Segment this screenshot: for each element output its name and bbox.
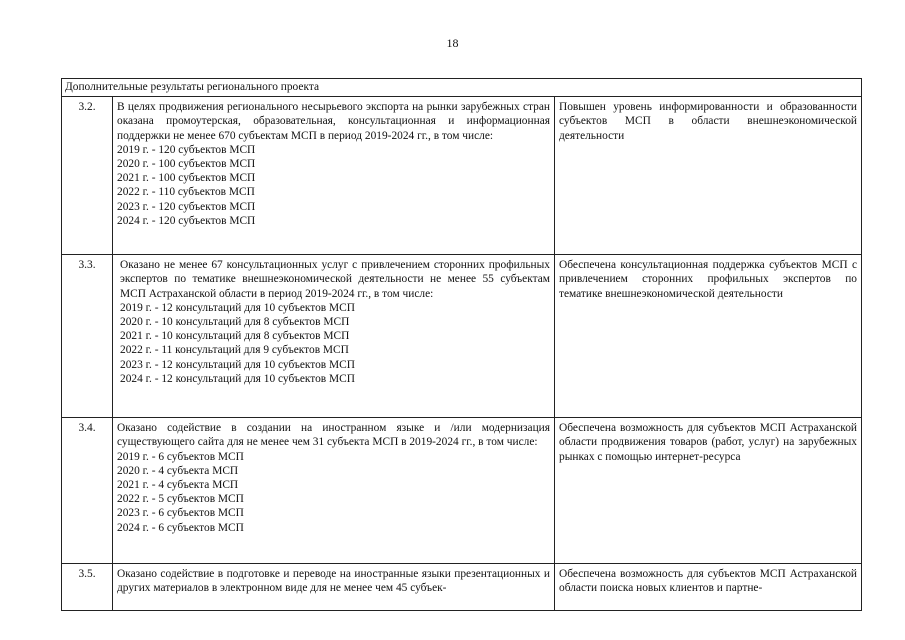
year-item: 2022 г. - 11 консультаций для 9 субъектов МСП [120, 344, 349, 357]
year-item: 2019 г. - 6 субъектов МСП [117, 450, 244, 463]
table-row [62, 564, 862, 611]
results-table [61, 78, 862, 611]
year-item: 2022 г. - 5 субъектов МСП [117, 493, 244, 506]
year-item: 2021 г. - 100 субъектов МСП [117, 172, 256, 185]
table-row [62, 255, 862, 418]
row-number: 3.5. [62, 564, 113, 611]
description-intro: В целях продвижения регионального несырьевого экспорта на рынки зарубежных стран оказана промоутерская, образовательная, консультационная и информационная поддержки не менее 670 субъектам МСП в период 2019-2024 гг., в том числе: [117, 101, 550, 142]
row-number: 3.3. [62, 255, 113, 418]
year-item: 2023 г. - 120 субъектов МСП [117, 200, 256, 213]
year-item: 2020 г. - 10 консультаций для 8 субъектов МСП [120, 316, 350, 329]
section-header-row [62, 79, 862, 97]
description-intro: Оказано не менее 67 консультационных услуг с привлечением сторонних профильных экспертов по тематике внешнеэкономической деятельности не менее 55 субъектам МСП Астраханской области в период 2019-2024 гг., в том числе: [120, 259, 550, 300]
page-number: 18 [446, 36, 459, 50]
year-item: 2023 г. - 6 субъектов МСП [117, 507, 244, 520]
year-item: 2022 г. - 110 субъектов МСП [117, 186, 255, 199]
year-item: 2021 г. - 4 субъекта МСП [117, 479, 239, 492]
year-item: 2020 г. - 4 субъекта МСП [117, 464, 239, 477]
row-description [113, 255, 555, 418]
year-item: 2020 г. - 100 субъектов МСП [117, 158, 256, 171]
year-item: 2019 г. - 12 консультаций для 10 субъектов МСП [120, 301, 355, 314]
year-item: 2019 г. - 120 субъектов МСП [117, 143, 256, 156]
row-number: 3.4. [62, 418, 113, 564]
description-intro: Оказано содействие в подготовке и переводе на иностранные языки презентационных и других материалов в электронном виде для не менее чем 45 субъек- [117, 568, 550, 595]
row-description [113, 418, 555, 564]
row-number: 3.2. [62, 97, 113, 255]
year-item: 2023 г. - 12 консультаций для 10 субъектов МСП [120, 358, 355, 371]
row-result: Обеспечена возможность для субъектов МСП Астраханской области продвижения товаров (работ, услуг) на зарубежных рынках с помощью интернет-ресурса [555, 418, 862, 564]
row-result: Обеспечена консультационная поддержка субъектов МСП с привлечением сторонних профильных экспертов по тематике внешнеэкономической деятельности [555, 255, 862, 418]
year-item: 2024 г. - 120 субъектов МСП [117, 214, 256, 227]
row-result: Обеспечена возможность для субъектов МСП Астраханской области поиска новых клиентов и партне- [555, 564, 862, 611]
table-row [62, 418, 862, 564]
year-item: 2024 г. - 6 субъектов МСП [117, 521, 244, 534]
year-item: 2021 г. - 10 консультаций для 8 субъектов МСП [120, 330, 350, 343]
row-result: Повышен уровень информированности и образованности субъектов МСП в области внешнеэкономической деятельности [555, 97, 862, 255]
description-intro: Оказано содействие в создании на иностранном языке и /или модернизация существующего сайта для не менее чем 31 субъекта МСП в 2019-2024 гг., в том числе: [117, 422, 550, 449]
table-row [62, 97, 862, 255]
row-description [113, 97, 555, 255]
year-item: 2024 г. - 12 консультаций для 10 субъектов МСП [120, 372, 355, 385]
section-title: Дополнительные результаты регионального проекта [62, 79, 862, 97]
row-description [113, 564, 555, 611]
